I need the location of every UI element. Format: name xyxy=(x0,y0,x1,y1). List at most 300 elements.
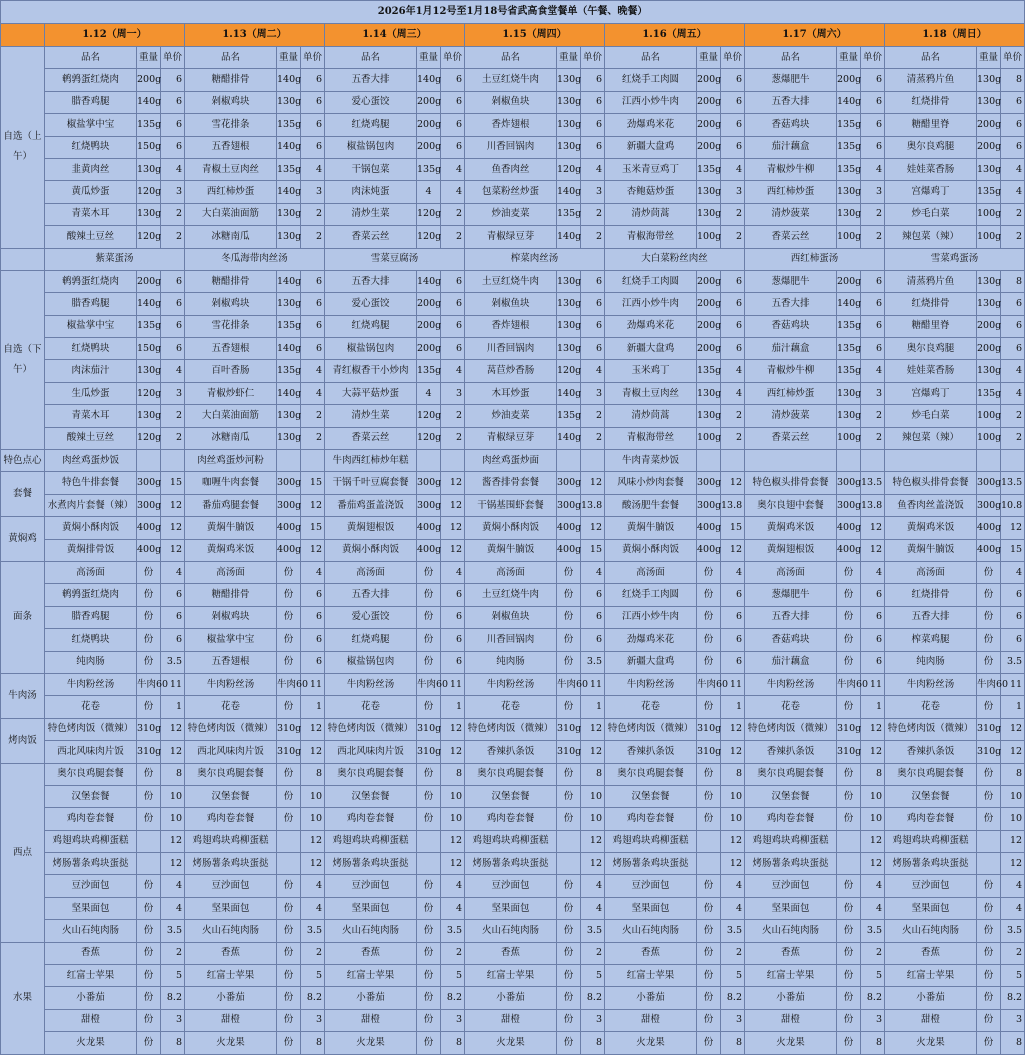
dish-name: 鸡肉卷套餐 xyxy=(745,808,837,830)
dish-price: 5 xyxy=(161,965,185,987)
dish-name: 高汤面 xyxy=(325,561,417,583)
dish-weight: 120g xyxy=(417,203,441,225)
dish-name: 肉沫炖蛋 xyxy=(325,181,417,203)
dish-price: 5 xyxy=(861,965,885,987)
dish-price: 12 xyxy=(441,539,465,561)
dish-weight xyxy=(557,853,581,875)
dish-weight: 140g xyxy=(137,293,161,315)
dish-name: 葱爆肥牛 xyxy=(745,584,837,606)
dish-name: 汉堡套餐 xyxy=(745,785,837,807)
dish-price: 2 xyxy=(441,405,465,427)
dish-name: 牛肉粉丝汤 xyxy=(465,673,557,695)
dish-weight: 135g xyxy=(837,114,861,136)
dish-name: 鱼香肉丝 xyxy=(465,158,557,180)
dish-name: 红富士苹果 xyxy=(605,965,697,987)
dish-weight: 份 xyxy=(277,897,301,919)
dish-weight: 130g xyxy=(977,293,1001,315)
dish-weight: 200g xyxy=(417,315,441,337)
dish-weight: 140g xyxy=(837,293,861,315)
dish-price: 15 xyxy=(721,517,745,539)
dish-name: 五香大排 xyxy=(745,91,837,113)
dish-name: 坚果面包 xyxy=(885,897,977,919)
dish-weight: 份 xyxy=(277,875,301,897)
dish-name: 韭黄肉丝 xyxy=(45,158,137,180)
dish-price: 6 xyxy=(301,136,325,158)
col-header-price: 单价 xyxy=(301,47,325,69)
dish-weight: 份 xyxy=(837,651,861,673)
dish-price: 2 xyxy=(161,942,185,964)
dish-price: 6 xyxy=(301,270,325,292)
dish-price: 6 xyxy=(1001,606,1025,628)
dish-name: 牛肉青菜炒饭 xyxy=(605,450,697,472)
dish-price: 12 xyxy=(161,517,185,539)
dish-name: 豆沙面包 xyxy=(605,875,697,897)
dish-weight: 份 xyxy=(137,584,161,606)
col-header-name: 品名 xyxy=(605,47,697,69)
dish-name: 汉堡套餐 xyxy=(45,785,137,807)
dish-price: 6 xyxy=(721,114,745,136)
dish-name: 香菜云丝 xyxy=(745,226,837,248)
dish-name: 香炸翅根 xyxy=(465,315,557,337)
dish-name: 豆沙面包 xyxy=(325,875,417,897)
dish-name: 火山石纯肉肠 xyxy=(885,920,977,942)
dish-price: 6 xyxy=(721,270,745,292)
dish-name: 椒盐锅包肉 xyxy=(325,651,417,673)
dish-name: 江西小炒牛肉 xyxy=(605,91,697,113)
dish-price: 8 xyxy=(861,763,885,785)
dish-name: 鸡翅鸡块鸡柳蛋糕 xyxy=(745,830,837,852)
dish-price: 6 xyxy=(861,338,885,360)
dish-weight: 份 xyxy=(137,763,161,785)
dish-price: 6 xyxy=(441,270,465,292)
dish-price: 6 xyxy=(441,315,465,337)
dish-name: 坚果面包 xyxy=(745,897,837,919)
table-row xyxy=(1,875,1025,897)
dish-weight: 120g xyxy=(137,181,161,203)
dish-weight: 200g xyxy=(697,293,721,315)
dish-price: 8 xyxy=(721,1032,745,1054)
dish-name: 黄焖牛腩饭 xyxy=(185,517,277,539)
dish-price: 6 xyxy=(161,136,185,158)
dish-price: 10 xyxy=(1001,785,1025,807)
dish-price: 6 xyxy=(161,606,185,628)
dish-weight: 份 xyxy=(277,561,301,583)
dish-name: 宫爆鸡丁 xyxy=(885,181,977,203)
dish-price: 6 xyxy=(161,584,185,606)
dish-weight: 130g xyxy=(557,91,581,113)
dish-price: 12 xyxy=(721,853,745,875)
table-row xyxy=(1,270,1025,292)
dish-name: 干锅包菜 xyxy=(325,158,417,180)
dish-price: 2 xyxy=(161,405,185,427)
dish-weight: 130g xyxy=(837,203,861,225)
dish-price: 6 xyxy=(721,69,745,91)
dish-weight: 140g xyxy=(417,270,441,292)
dish-weight: 130g xyxy=(557,69,581,91)
dish-price: 1 xyxy=(581,696,605,718)
dish-name: 红烧排骨 xyxy=(885,91,977,113)
dish-name: 黄焖排骨饭 xyxy=(45,539,137,561)
dish-name: 红烧手工肉圆 xyxy=(605,584,697,606)
dish-weight: 份 xyxy=(977,629,1001,651)
dish-name: 红烧鸭块 xyxy=(45,338,137,360)
dish-price: 4 xyxy=(161,158,185,180)
dish-price: 3 xyxy=(161,382,185,404)
dish-name xyxy=(745,450,837,472)
table-row xyxy=(1,91,1025,113)
dish-weight: 份 xyxy=(977,561,1001,583)
dish-weight xyxy=(137,830,161,852)
dish-price: 5 xyxy=(1001,965,1025,987)
dish-price: 15 xyxy=(161,472,185,494)
dish-name: 江西小炒牛肉 xyxy=(605,293,697,315)
dish-price: 11 xyxy=(721,673,745,695)
dish-name: 干锅基围虾套餐 xyxy=(465,494,557,516)
dish-price: 6 xyxy=(301,315,325,337)
dish-name: 红富士苹果 xyxy=(465,965,557,987)
dish-name: 牛肉粉丝汤 xyxy=(185,673,277,695)
dish-price: 12 xyxy=(581,517,605,539)
dish-name: 剁椒鱼块 xyxy=(465,91,557,113)
dish-name: 糖醋排骨 xyxy=(185,270,277,292)
dish-price: 2 xyxy=(301,427,325,449)
table-row xyxy=(1,785,1025,807)
dish-weight: 135g xyxy=(697,360,721,382)
table-row xyxy=(1,1009,1025,1031)
dish-price: 8 xyxy=(441,763,465,785)
dish-weight: 份 xyxy=(417,965,441,987)
dish-name: 剁椒鸡块 xyxy=(185,606,277,628)
dish-price: 4 xyxy=(721,561,745,583)
dish-weight: 400g xyxy=(417,517,441,539)
dish-name: 肉丝鸡蛋炒面 xyxy=(465,450,557,472)
dish-price: 10 xyxy=(161,808,185,830)
dish-name: 新疆大盘鸡 xyxy=(605,136,697,158)
dish-weight: 份 xyxy=(557,987,581,1009)
dish-price: 12 xyxy=(441,517,465,539)
dish-price: 10 xyxy=(161,785,185,807)
dish-weight: 份 xyxy=(277,1032,301,1054)
dish-weight: 200g xyxy=(697,69,721,91)
dish-price: 4 xyxy=(721,875,745,897)
dish-price: 6 xyxy=(301,293,325,315)
table-row xyxy=(1,561,1025,583)
dish-price: 6 xyxy=(441,629,465,651)
dish-weight: 200g xyxy=(977,114,1001,136)
dish-weight: 份 xyxy=(417,584,441,606)
dish-name: 火龙果 xyxy=(45,1032,137,1054)
dish-price: 6 xyxy=(861,69,885,91)
dish-weight: 份 xyxy=(557,696,581,718)
dish-price: 2 xyxy=(721,203,745,225)
dish-name: 江西小炒牛肉 xyxy=(605,606,697,628)
dish-weight: 份 xyxy=(277,965,301,987)
dish-price: 12 xyxy=(301,718,325,740)
dish-price: 6 xyxy=(441,293,465,315)
dish-name: 百叶香肠 xyxy=(185,360,277,382)
dish-price: 4 xyxy=(161,875,185,897)
dish-name: 劲爆鸡米花 xyxy=(605,114,697,136)
dish-weight: 120g xyxy=(557,158,581,180)
dish-weight: 300g xyxy=(697,494,721,516)
dish-name: 坚果面包 xyxy=(605,897,697,919)
dish-name: 火山石纯肉肠 xyxy=(185,920,277,942)
dish-name: 腊香鸡腿 xyxy=(45,91,137,113)
dish-weight: 份 xyxy=(137,785,161,807)
dish-weight: 份 xyxy=(557,651,581,673)
dish-name: 火龙果 xyxy=(465,1032,557,1054)
dish-price: 6 xyxy=(721,629,745,651)
dish-price: 6 xyxy=(861,270,885,292)
dish-name: 烤肠薯条鸡块蛋挞 xyxy=(45,853,137,875)
dish-name: 奥尔良鸡腿套餐 xyxy=(45,763,137,785)
dish-price: 6 xyxy=(861,114,885,136)
dish-price: 2 xyxy=(301,203,325,225)
dish-weight: 份 xyxy=(977,987,1001,1009)
dish-weight: 140g xyxy=(137,91,161,113)
dish-weight: 310g xyxy=(277,741,301,763)
dish-name: 牛肉粉丝汤 xyxy=(885,673,977,695)
dish-name: 水煮肉片套餐（辣） xyxy=(45,494,137,516)
table-row xyxy=(1,584,1025,606)
dish-price: 12 xyxy=(861,853,885,875)
dish-weight: 130g xyxy=(277,226,301,248)
dish-weight: 份 xyxy=(557,763,581,785)
dish-weight: 400g xyxy=(977,517,1001,539)
dish-weight xyxy=(977,830,1001,852)
dish-name: 西红柿炒蛋 xyxy=(185,181,277,203)
category-cell: 黄焖鸡 xyxy=(1,517,45,562)
dish-price: 4 xyxy=(161,897,185,919)
dish-weight: 份 xyxy=(137,651,161,673)
col-header-name: 品名 xyxy=(45,47,137,69)
category-cell: 西点 xyxy=(1,763,45,942)
dish-name: 香蕉 xyxy=(465,942,557,964)
dish-name: 烤肠薯条鸡块蛋挞 xyxy=(745,853,837,875)
dish-name: 剁椒鸡块 xyxy=(185,293,277,315)
dish-name: 黄焖牛腩饭 xyxy=(885,539,977,561)
dish-weight: 份 xyxy=(277,606,301,628)
dish-weight: 140g xyxy=(557,181,581,203)
dish-name: 甜橙 xyxy=(465,1009,557,1031)
dish-price: 6 xyxy=(581,136,605,158)
dish-weight: 200g xyxy=(697,338,721,360)
dish-weight: 200g xyxy=(417,293,441,315)
dish-name: 黄焖小酥肉饭 xyxy=(465,517,557,539)
dish-name: 高汤面 xyxy=(885,561,977,583)
dish-weight: 200g xyxy=(697,114,721,136)
dish-price: 10 xyxy=(581,808,605,830)
table-row xyxy=(1,629,1025,651)
dish-name: 香蕉 xyxy=(885,942,977,964)
dish-name: 黄焖小酥肉饭 xyxy=(45,517,137,539)
dish-name: 花卷 xyxy=(885,696,977,718)
dish-weight: 130g xyxy=(697,405,721,427)
dish-price: 4 xyxy=(301,561,325,583)
dish-price: 8.2 xyxy=(721,987,745,1009)
dish-name: 青椒炒牛柳 xyxy=(745,360,837,382)
dish-weight: 400g xyxy=(137,539,161,561)
dish-weight: 400g xyxy=(837,539,861,561)
dish-price: 6 xyxy=(301,606,325,628)
dish-weight: 120g xyxy=(137,427,161,449)
dish-weight: 400g xyxy=(417,539,441,561)
dish-weight: 份 xyxy=(697,942,721,964)
dish-weight: 200g xyxy=(137,270,161,292)
dish-price: 13.5 xyxy=(861,472,885,494)
dish-name: 青椒土豆肉丝 xyxy=(605,382,697,404)
dish-price: 6 xyxy=(1001,114,1025,136)
dish-weight: 300g xyxy=(137,472,161,494)
category-cell: 水果 xyxy=(1,942,45,1054)
dish-price: 8.2 xyxy=(1001,987,1025,1009)
dish-name: 汉堡套餐 xyxy=(605,785,697,807)
table-row xyxy=(1,897,1025,919)
dish-weight: 份 xyxy=(417,651,441,673)
dish-name: 特色烤肉饭（微辣） xyxy=(465,718,557,740)
dish-price: 12 xyxy=(861,718,885,740)
dish-price: 4 xyxy=(1001,158,1025,180)
header-spacer xyxy=(1,47,45,249)
table-row xyxy=(1,539,1025,561)
dish-name: 高汤面 xyxy=(465,561,557,583)
dish-weight: 份 xyxy=(977,897,1001,919)
dish-weight: 120g xyxy=(137,226,161,248)
dish-price: 3 xyxy=(861,382,885,404)
soup-item: 大白菜粉丝肉丝 xyxy=(605,248,745,270)
dish-price: 4 xyxy=(301,875,325,897)
dish-weight xyxy=(137,853,161,875)
dish-price: 6 xyxy=(721,91,745,113)
table-row xyxy=(1,808,1025,830)
dish-name: 川香回锅肉 xyxy=(465,338,557,360)
dish-name: 奥尔良鸡腿套餐 xyxy=(185,763,277,785)
category-cell: 套餐 xyxy=(1,472,45,517)
dish-price: 6 xyxy=(581,584,605,606)
dish-price: 11 xyxy=(861,673,885,695)
dish-weight: 份 xyxy=(697,1009,721,1031)
dish-name: 大蒜平菇炒蛋 xyxy=(325,382,417,404)
dish-weight: 100g xyxy=(977,226,1001,248)
dish-weight: 牛肉60 xyxy=(557,673,581,695)
dish-price: 3.5 xyxy=(1001,651,1025,673)
dish-name: 酸辣土豆丝 xyxy=(45,226,137,248)
dish-price: 15 xyxy=(581,539,605,561)
dish-weight: 135g xyxy=(837,360,861,382)
dish-price: 6 xyxy=(1001,136,1025,158)
dish-weight: 300g xyxy=(417,494,441,516)
dish-weight xyxy=(417,830,441,852)
dish-name: 甜橙 xyxy=(185,1009,277,1031)
dish-weight: 300g xyxy=(277,472,301,494)
dish-weight: 份 xyxy=(277,584,301,606)
dish-weight: 份 xyxy=(837,561,861,583)
dish-price: 12 xyxy=(441,718,465,740)
dish-name: 椒盐掌中宝 xyxy=(45,114,137,136)
day-header: 1.15（周四） xyxy=(465,24,605,47)
dish-price: 2 xyxy=(441,942,465,964)
dish-weight: 400g xyxy=(697,517,721,539)
col-header-price: 单价 xyxy=(861,47,885,69)
dish-price: 6 xyxy=(441,338,465,360)
dish-name: 奥尔良鸡腿 xyxy=(885,338,977,360)
dish-weight: 400g xyxy=(557,539,581,561)
dish-price: 4 xyxy=(441,897,465,919)
dish-weight: 140g xyxy=(557,226,581,248)
dish-price: 12 xyxy=(161,830,185,852)
dish-weight: 份 xyxy=(977,1032,1001,1054)
dish-weight: 份 xyxy=(277,987,301,1009)
dish-price: 2 xyxy=(301,942,325,964)
dish-weight: 份 xyxy=(277,920,301,942)
dish-name: 火山石纯肉肠 xyxy=(605,920,697,942)
dish-weight xyxy=(417,450,441,472)
dish-name: 火龙果 xyxy=(185,1032,277,1054)
dish-name: 黄焖牛腩饭 xyxy=(465,539,557,561)
dish-name: 剁椒鱼块 xyxy=(465,293,557,315)
dish-name: 五香翅根 xyxy=(185,136,277,158)
dish-weight: 份 xyxy=(697,875,721,897)
dish-weight: 200g xyxy=(137,69,161,91)
dish-price: 2 xyxy=(861,405,885,427)
dish-weight: 份 xyxy=(277,785,301,807)
dish-name: 红烧手工肉圆 xyxy=(605,69,697,91)
dish-price: 4 xyxy=(1001,360,1025,382)
dish-name: 红烧鸭块 xyxy=(45,629,137,651)
dish-name: 新疆大盘鸡 xyxy=(605,338,697,360)
dish-name: 青红椒香干小炒肉 xyxy=(325,360,417,382)
dish-name: 甜橙 xyxy=(45,1009,137,1031)
dish-price: 2 xyxy=(721,226,745,248)
dish-price: 2 xyxy=(721,427,745,449)
dish-price: 6 xyxy=(301,69,325,91)
category-cell: 自选（下午） xyxy=(1,270,45,449)
dish-weight: 135g xyxy=(977,181,1001,203)
dish-name: 花卷 xyxy=(465,696,557,718)
table-row xyxy=(1,315,1025,337)
dish-name: 鸡肉卷套餐 xyxy=(885,808,977,830)
dish-price: 3.5 xyxy=(1001,920,1025,942)
dish-weight: 130g xyxy=(977,270,1001,292)
dish-price: 8.2 xyxy=(581,987,605,1009)
dish-price xyxy=(721,450,745,472)
dish-name: 清炒菠菜 xyxy=(745,203,837,225)
dish-weight: 份 xyxy=(837,1032,861,1054)
dish-price: 15 xyxy=(1001,539,1025,561)
dish-price: 2 xyxy=(581,942,605,964)
dish-price: 8 xyxy=(441,1032,465,1054)
dish-name: 青菜木耳 xyxy=(45,203,137,225)
dish-weight: 100g xyxy=(837,427,861,449)
dish-weight: 4 xyxy=(417,382,441,404)
table-row xyxy=(1,987,1025,1009)
dish-price: 4 xyxy=(861,360,885,382)
dish-weight: 份 xyxy=(137,897,161,919)
dish-price: 8.2 xyxy=(861,987,885,1009)
dish-weight: 130g xyxy=(977,360,1001,382)
table-row xyxy=(1,920,1025,942)
dish-name: 红烧排骨 xyxy=(885,584,977,606)
table-row xyxy=(1,203,1025,225)
dish-weight: 份 xyxy=(137,1009,161,1031)
dish-name: 清炒茼蒿 xyxy=(605,405,697,427)
dish-price: 6 xyxy=(441,69,465,91)
dish-price: 12 xyxy=(581,718,605,740)
dish-price: 12 xyxy=(161,539,185,561)
dish-price: 12 xyxy=(581,741,605,763)
dish-name: 剁椒鸡块 xyxy=(185,91,277,113)
dish-price: 4 xyxy=(1001,897,1025,919)
